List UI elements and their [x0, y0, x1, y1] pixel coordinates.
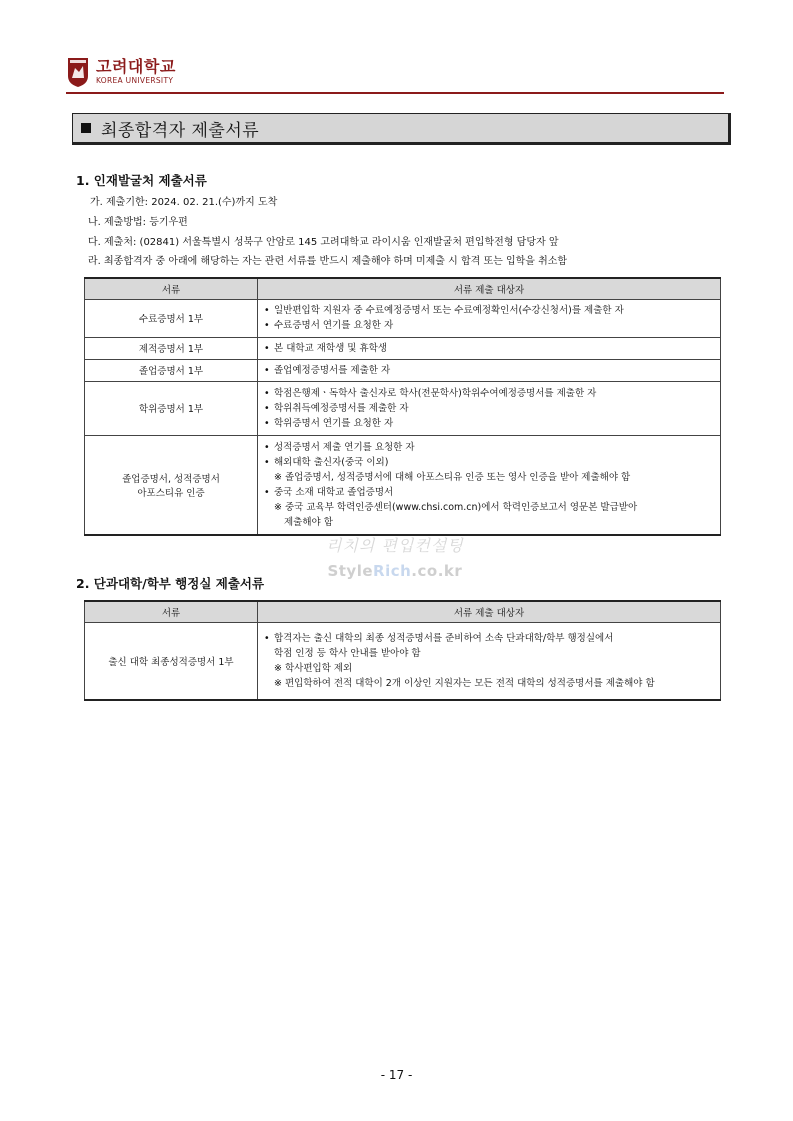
list-item: • 학위증명서 연기를 요청한 자 [264, 417, 394, 429]
note-line: ※ 학사편입학 제외 [274, 662, 353, 674]
target-cell [258, 337, 721, 359]
section-title-bar [72, 113, 731, 145]
list-item: • 본 대학교 재학생 및 휴학생 [264, 342, 388, 354]
page-number: - 17 - [380, 1068, 413, 1082]
document-cell: 졸업증명서, 성적증명서 아포스티유 인증 [85, 435, 258, 535]
part1-documents-table [84, 277, 721, 536]
header [66, 54, 176, 90]
note-line: ※ 중국 교육부 학력인증센터(www.chsi.com.cn)에서 학력인증보고서 영문본 발급받아 [274, 501, 638, 513]
list-item: • 합격자는 출신 대학의 최종 성적증명서를 준비하여 소속 단과대학/학부 행정실에서 [264, 632, 614, 644]
square-bullet-icon [81, 123, 91, 133]
table-row [85, 435, 721, 535]
part2-documents-table [84, 600, 721, 701]
document-cell: 수료증명서 1부 [85, 299, 258, 337]
column-header-target: 서류 제출 대상자 [258, 601, 721, 622]
target-cell [258, 381, 721, 435]
table-header-row [85, 601, 721, 622]
list-item: • 수료증명서 연기를 요청한 자 [264, 320, 394, 331]
note-line: ※ 졸업증명서, 성적증명서에 대해 아포스티유 인증 또는 영사 인증을 받아 제출해야 함 [274, 471, 631, 483]
table-header-row [85, 278, 721, 299]
table-row [85, 381, 721, 435]
target-cell [258, 359, 721, 381]
list-item: • 중국 소재 대학교 졸업증명서 [264, 486, 394, 498]
note-line: ※ 편입학하여 전적 대학이 2개 이상인 지원자는 모든 전적 대학의 성적증명서를 제출해야 함 [274, 677, 655, 689]
university-crest-icon [66, 56, 90, 88]
document-cell: 출신 대학 최종성적증명서 1부 [85, 622, 258, 700]
watermark-korean: 리치의 편입컨설팅 [326, 536, 464, 555]
watermark-url: StyleRich.co.kr [327, 562, 463, 580]
column-header-target: 서류 제출 대상자 [258, 278, 721, 299]
list-item: • 졸업예정증명서를 제출한 자 [264, 364, 391, 376]
list-item: • 해외대학 출신자(중국 이외) [264, 456, 389, 468]
document-cell: 제적증명서 1부 [85, 337, 258, 359]
logo-korean-name: 고려대학교 [96, 57, 176, 76]
list-item-continued: 학점 인정 등 학사 안내를 받아야 함 [274, 647, 421, 659]
table-row [85, 359, 721, 381]
table-row [85, 337, 721, 359]
logo-english-name: KOREA UNIVERSITY [96, 76, 174, 85]
part1-item-notice: 라. 최종합격자 중 아래에 해당하는 자는 관련 서류를 반드시 제출해야 하며 미제출 시 합격 또는 입학을 취소함 [88, 256, 568, 267]
note-line-continued: 제출해야 함 [284, 516, 333, 528]
target-cell [258, 622, 721, 700]
part2-heading: 2. 단과대학/학부 행정실 제출서류 [76, 576, 265, 591]
document-cell: 학위증명서 1부 [85, 381, 258, 435]
section-title: 최종합격자 제출서류 [101, 120, 260, 141]
target-cell [258, 435, 721, 535]
table-row [85, 299, 721, 337]
list-item: • 성적증명서 제출 연기를 요청한 자 [264, 441, 415, 453]
part1-heading: 1. 인재발굴처 제출서류 [76, 173, 207, 188]
list-item: • 학위취득예정증명서를 제출한 자 [264, 402, 409, 414]
column-header-document: 서류 [85, 278, 258, 299]
header-divider [66, 92, 724, 94]
part1-item-deadline: 가. 제출기한: 2024. 02. 21.(수)까지 도착 [90, 197, 278, 208]
document-cell: 졸업증명서 1부 [85, 359, 258, 381]
target-cell [258, 299, 721, 337]
part1-item-address: 다. 제출처: (02841) 서울특별시 성북구 안암로 145 고려대학교 라이시움 인재발굴처 편입학전형 담당자 앞 [88, 237, 559, 248]
table-row [85, 622, 721, 700]
column-header-document: 서류 [85, 601, 258, 622]
part1-item-method: 나. 제출방법: 등기우편 [88, 217, 188, 228]
watermark [326, 533, 464, 580]
list-item: • 일반편입학 지원자 중 수료예정증명서 또는 수료예정확인서(수강신청서)를 제출한 자 [264, 305, 624, 316]
list-item: • 학점은행제ㆍ독학사 출신자로 학사(전문학사)학위수여예정증명서를 제출한 자 [264, 387, 597, 399]
